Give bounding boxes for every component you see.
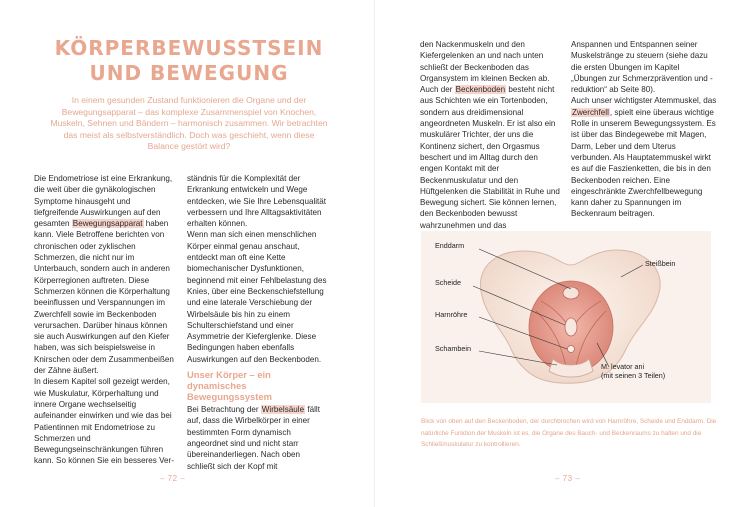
text-run: , spielt eine überaus wichtige Rolle in unserem Bewegungssystem. Es ist über das Bindegewebe mit Magen, Darm, Leber und dem Uterus verbunden. Als Hauptatemmuskel wirkt es auf die Faszienketten, die bis in den Beckenboden reichen. Eine eingeschränkte Zwerchfellbewegung kann daher zu Spannungen im Beckenraum beitragen. bbox=[571, 107, 716, 219]
text-column-4 bbox=[571, 39, 717, 220]
highlighted-term: Beckenboden bbox=[455, 85, 506, 95]
figure-label-steissbein: Steißbein bbox=[645, 259, 676, 268]
paragraph: den Nackenmuskeln und den Kiefergelenken an und nach unten schließt der Beckenboden das Organsystem im kleinen Becken ab. bbox=[420, 40, 550, 83]
paragraph bbox=[571, 95, 717, 219]
paragraph: Anspannen und Entspannen seiner Muskelstränge zu steuern (siehe dazu die ersten Übungen im Kapitel „Übungen zur Schmerzprävention und -reduktion“ ab Seite 80). bbox=[571, 40, 713, 95]
text-column-1 bbox=[34, 173, 176, 467]
figure-label-levator-ani bbox=[601, 363, 665, 380]
paragraph bbox=[34, 173, 176, 376]
text-run: haben kann. Viele Betroffene berichten von chronischen oder zyklischen Schmerzen, die nicht nur im Unterbauch, sondern auch in anderen Körperregionen auftreten. Diese Schmerzen können die Körperhaltung beeinflussen und Verspannungen im Zwerchfell sowie im Beckenboden verursachen. Darüber hinaus können sie auch Auswirkungen auf den Kiefer haben, was sich beispielsweise in Knirschen oder dem Zusammenbeißen der Zähne äußert. bbox=[34, 219, 174, 376]
chapter-title bbox=[44, 36, 334, 86]
paragraph: Wenn man sich einen menschlichen Körper einmal genau anschaut, entdeckt man oft eine Kette biomechanischer Dysfunktionen, beginnend mit einer Fehlbelastung des Knies, über eine Beckenschiefstellung und eine laterale Verschiebung der Wirbelsäule bis hin zu einem Schulterschiefstand und einer Asymmetrie der Kieferglenke. Diese Bedingungen haben ebenfalls Auswirkungen auf den Beckenboden. bbox=[187, 230, 327, 364]
figure-caption: Blick von oben auf den Beckenboden, der durchbrochen wird von Harnröhre, Scheide und Enddarm. Die natürliche Funktion der Muskeln ist es, die Organe des Bauch- und Beckenraums zu halten und die Schließmuskulatur zu kontrollieren. bbox=[421, 418, 717, 448]
text-run: fällt auf, dass die Wirbelkörper in einer bestimmten Form dynamisch angeordnet sind und nicht starr übereinanderliegen. Nach oben schließt sich der Kopf mit bbox=[187, 405, 320, 471]
text-column-3 bbox=[420, 39, 562, 231]
text-run: Die Endometriose ist eine Erkrankung, die weit über die gynäkologischen Symptome hinausgeht und tiefgreifende Auswirkungen auf den gesamten bbox=[34, 174, 173, 229]
chapter-title-line-1: KÖRPERBEWUSSTSEIN bbox=[54, 36, 324, 60]
scheide-opening bbox=[565, 318, 577, 336]
figure-label-enddarm: Enddarm bbox=[435, 241, 465, 250]
text-column-2 bbox=[187, 173, 329, 472]
figure-label-schambein: Schambein bbox=[435, 344, 471, 353]
highlighted-term: Bewegungsapparat bbox=[72, 219, 143, 229]
right-page bbox=[375, 0, 750, 507]
page-number-right: – 73 – bbox=[555, 474, 581, 483]
pelvic-floor-figure bbox=[421, 231, 711, 403]
highlighted-term: Zwerchfell bbox=[572, 107, 609, 117]
text-run: Bei Betrachtung der bbox=[187, 405, 261, 415]
harnroehre-opening bbox=[568, 346, 575, 353]
text-run: Auch unser wichtigster Atemmuskel, das bbox=[571, 96, 717, 106]
paragraph: ständnis für die Komplexität der Erkrankung entwickeln und Wege entdecken, wie Sie Ihre Lebensqualität verbessern und Ihre Alltagsaktivitäten erhalten können. bbox=[187, 174, 327, 229]
chapter-intro: In einem gesunden Zustand funktionieren die Organe und der Bewegungsapparat – das komplexe Zusammenspiel von Knochen, Muskeln, Sehnen und Bändern – harmonisch zusammen. Wir betrachten das meist als selbstverständlich. Doch was geschieht, wenn diese Balance gestört wird? bbox=[50, 95, 328, 152]
section-subheading: Unser Körper – ein dynamisches Bewegungssystem bbox=[187, 369, 272, 403]
paragraph bbox=[420, 84, 562, 231]
figure-label-scheide: Scheide bbox=[435, 278, 461, 287]
figure-label-levator-line-1: M. levator ani bbox=[601, 362, 645, 371]
chapter-title-line-2: UND BEWEGUNG bbox=[89, 61, 289, 85]
text-run: Auch der bbox=[420, 85, 455, 95]
paragraph: In diesem Kapitel soll gezeigt werden, wie Muskulatur, Körperhaltung und innere Organe wechselseitig aufeinander einwirken und wie das bei Patientinnen mit Endometriose zu Schmerzen und Bewegungseinschränkungen führen kann. So können Sie ein besseres Ver- bbox=[34, 377, 174, 466]
figure-label-levator-line-2: (mit seinen 3 Teilen) bbox=[601, 370, 666, 380]
text-run: besteht nicht aus Schichten wie ein Tortenboden, sondern aus dreidimensional angeordneten Muskeln. Er ist also ein muskulärer Trichter, der uns die Kontinenz sichert, den Orgasmus beschert und im Alltag durch den engen Kontakt mit der Beckenmuskulatur und den Hüftgelenken die Stabilität in Ruhe und Bewegung sichert. Sie können lernen, den Beckenboden bewusst wahrzunehmen und das bbox=[420, 85, 560, 230]
highlighted-term: Wirbelsäule bbox=[261, 405, 305, 415]
page-number-left: – 72 – bbox=[160, 474, 186, 483]
paragraph bbox=[187, 404, 329, 472]
figure-label-harnroehre: Harnröhre bbox=[435, 310, 468, 319]
